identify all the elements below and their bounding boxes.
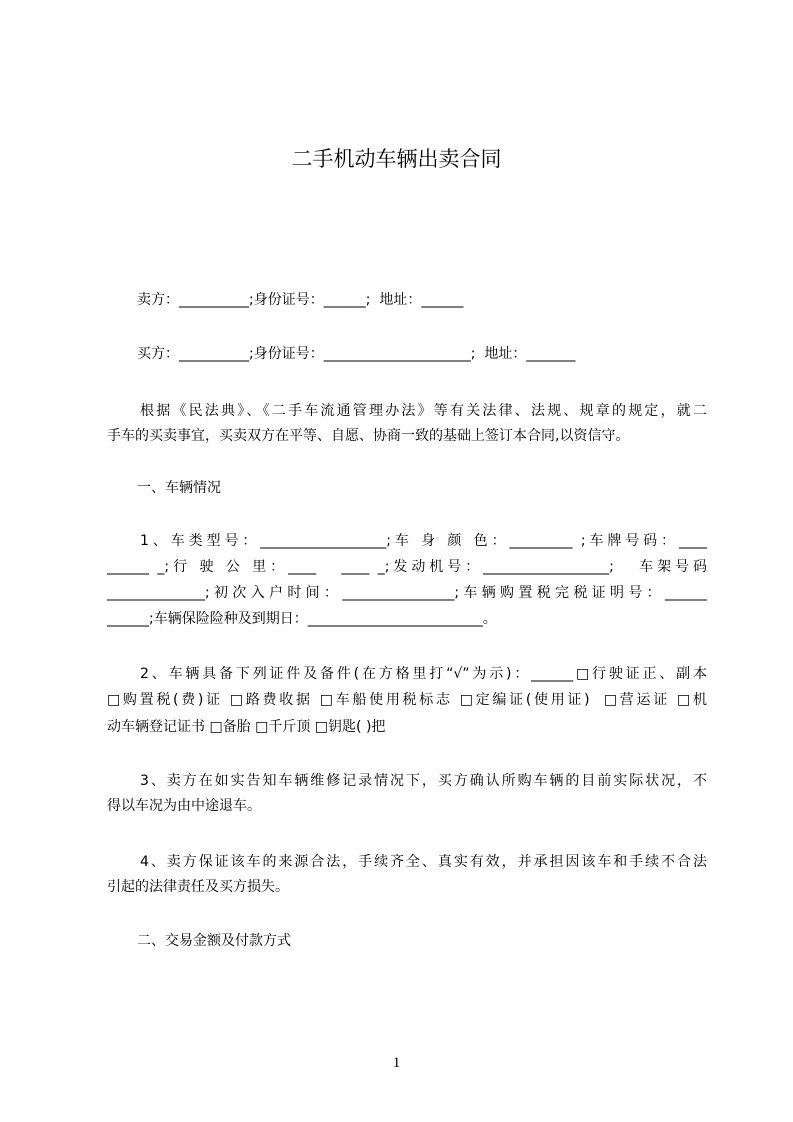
- item2-line: 动车辆登记证书 □备胎 □千斤顶 □钥匙( )把: [107, 719, 386, 735]
- seller-line: 卖方：__________;身份证号：______; 地址：______: [137, 292, 464, 308]
- item3-line: 3、卖方在如实告知车辆维修记录情况下，买方确认所购车辆的目前实际状况，不: [140, 773, 707, 789]
- item1-line: ______;车辆保险险种及到期日：_________________________。: [107, 611, 497, 627]
- item4-line: 引起的法律责任及买方损失。: [107, 879, 289, 895]
- item1-line: ______________;初次入户时间：________________;车辆购置税完税证明号：______: [107, 585, 707, 601]
- item2-line: □购置税(费)证 □路费收据 □车船使用税标志 □定编证(使用证) □营运证 □机: [107, 692, 707, 708]
- preamble-line: 手车的买卖事宜，买卖双方在平等、自愿、协商一致的基础上签订本合同,以资信守。: [107, 428, 630, 444]
- document-title: 二手机动车辆出卖合同: [291, 147, 502, 171]
- item1-line: 1、车类型号：__________________;车 身 颜 色：_________ ;车牌号码：____: [140, 533, 707, 549]
- item4-line: 4、卖方保证该车的来源合法，手续齐全、真实有效，并承担因该车和手续不合法: [140, 854, 707, 870]
- section-heading: 一、车辆情况: [137, 480, 221, 496]
- buyer-line: 买方：__________;身份证号：_____________________; 地址：_______: [137, 346, 576, 362]
- preamble-line: 根据《民法典》、《二手车流通管理办法》等有关法律、法规、规章的规定，就二: [140, 403, 707, 419]
- section-heading: 二、交易金额及付款方式: [137, 933, 291, 949]
- item3-line: 得以车况为由中途退车。: [107, 798, 261, 814]
- item1-line: ______ _;行 驶 公 里：____ ____ _;发动机号：__________________; 车架号码: [107, 559, 707, 575]
- page-number: 1: [392, 1055, 401, 1071]
- item2-line: 2、车辆具备下列证件及备件(在方格里打“√”为示)：______□行驶证正、副本: [140, 666, 707, 682]
